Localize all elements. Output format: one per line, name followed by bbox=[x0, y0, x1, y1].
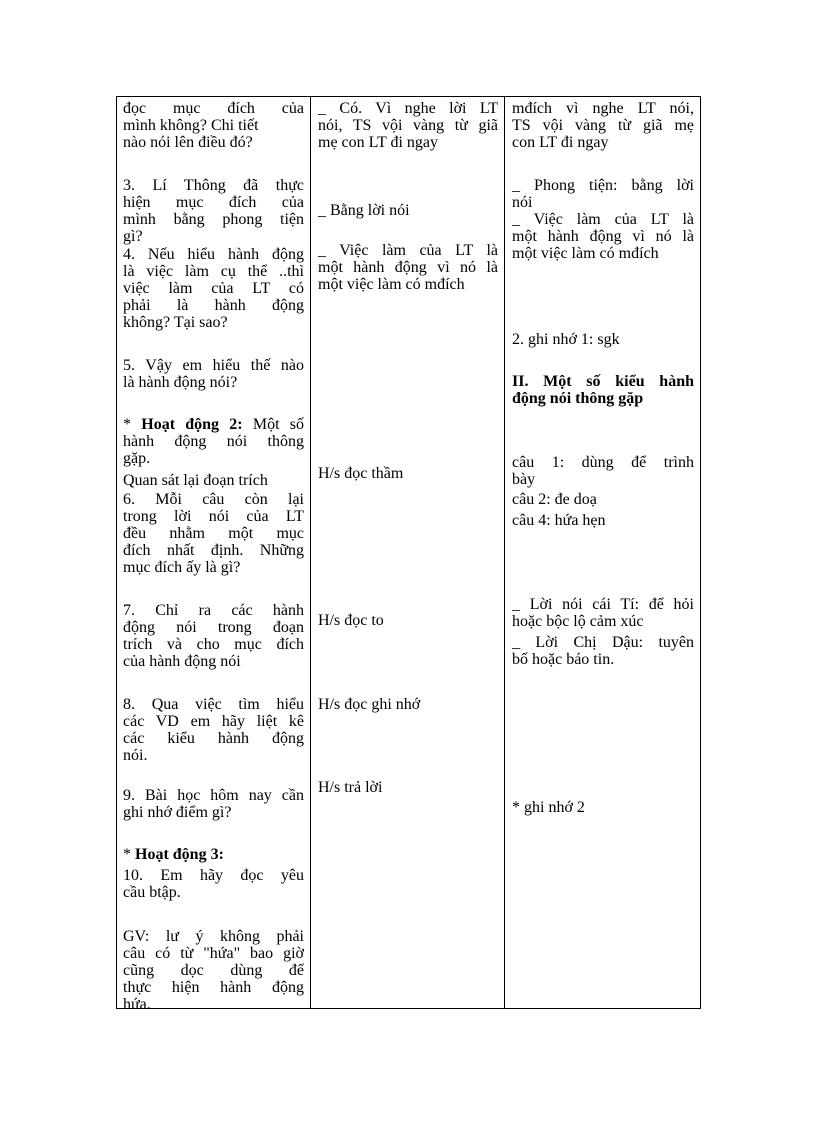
content-3: _ Phong tiện: bằng lời nói _ Việc làm của LT là một hành động vì nó là một việc làm có mđích bbox=[512, 177, 694, 262]
answer-6: H/s đọc thầm bbox=[318, 465, 404, 482]
answer-3: _ Bằng lời nói bbox=[318, 202, 410, 219]
question-8: 8. Qua việc tìm hiểu các VD em hãy liệt kê các kiểu hành động nói. bbox=[123, 696, 304, 764]
content-memo-1: 2. ghi nhớ 1: sgk bbox=[512, 331, 620, 348]
activity-2: * Hoạt động 2: Một số hành động nói thông gặp. bbox=[123, 416, 305, 467]
answer-9: H/s trả lời bbox=[318, 779, 383, 796]
teacher-note: GV: lư ý không phải câu có từ "hứa" bao giờ cũng dọc dùng để thực hiện hành động hứa. bbox=[123, 928, 304, 1013]
answer-7: H/s đọc to bbox=[318, 612, 384, 629]
question-4: 4. Nếu hiểu hành động là việc làm cụ thể ..thì việc làm của LT có phải là hành động không? Tại sao? bbox=[123, 246, 304, 331]
answer-8: H/s đọc ghi nhớ bbox=[318, 696, 421, 713]
question-5: 5. Vậy em hiểu thế nào là hành động nói? bbox=[123, 357, 304, 391]
question-2: đọc mục đích của mình không? Chi tiết nào nói lên điều đó? bbox=[123, 100, 304, 151]
question-10: 10. Em hãy đọc yêu cầu btập. bbox=[123, 867, 304, 901]
question-3: 3. Lí Thông đã thực hiện mục đích của mình bằng phong tiện gì? bbox=[123, 177, 304, 245]
content-6a: câu 1: dùng để trình bày bbox=[512, 454, 694, 488]
content-6c: câu 4: hứa hẹn bbox=[512, 512, 606, 529]
content-6b: câu 2: đe doạ bbox=[512, 491, 597, 508]
question-9: 9. Bài học hôm nay cần ghi nhớ điểm gì? bbox=[123, 787, 304, 821]
column-divider-2 bbox=[504, 96, 505, 1009]
answer-2: _ Có. Vì nghe lời LT nói, TS vội vàng từ giã mẹ con LT đi ngay bbox=[318, 100, 498, 151]
activity-3: * Hoạt động 3: bbox=[123, 846, 224, 863]
question-6: 6. Mỗi câu còn lại trong lời nói của LT đều nhằm một mục đích nhất định. Những mục đích ấy là gì? bbox=[123, 491, 304, 576]
content-7a: _ Lời nói cái Tí: để hỏi hoặc bộc lộ cảm xúc bbox=[512, 596, 694, 630]
content-2: mđích vì nghe LT nói, TS vội vàng từ giã mẹ con LT đi ngay bbox=[512, 100, 694, 151]
column-divider-1 bbox=[310, 96, 311, 1009]
question-7: 7. Chỉ ra các hành động nói trong đoạn trích và cho mục đích của hành động nói bbox=[123, 602, 304, 670]
content-7b: _ Lời Chị Dậu: tuyên bố hoặc báo tin. bbox=[512, 634, 694, 668]
section-heading-2: II. Một số kiểu hành động nói thông gặp bbox=[512, 373, 694, 407]
activity-2-observe: Quan sát lại đoạn trích bbox=[123, 472, 268, 489]
content-memo-2: * ghi nhớ 2 bbox=[512, 799, 585, 816]
answer-4: _ Việc làm của LT là một hành động vì nó là một việc làm có mđích bbox=[318, 242, 498, 293]
